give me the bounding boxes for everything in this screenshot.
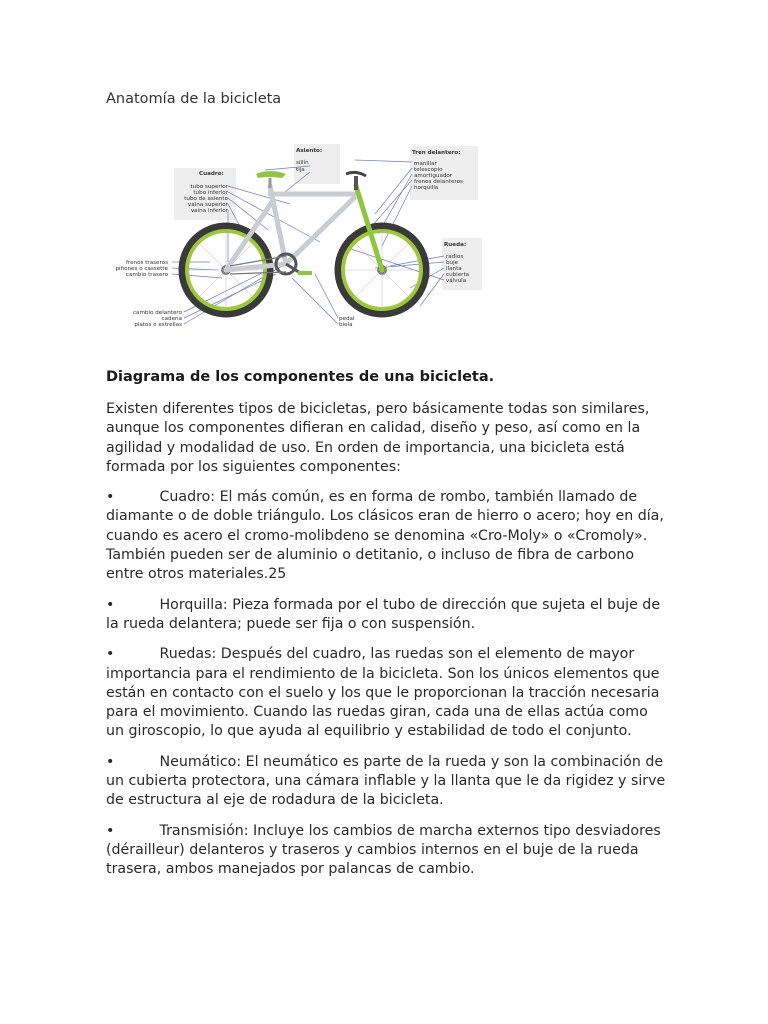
list-item-text: Cuadro: El más común, es en forma de rombo, también llamado de diamante o de doble triángulo. Los clásicos eran de hierro o acero; hoy en día, cuando es acero el cromo-molibdeno se denomina «Cro-Moly» o «Cromoly». También pueden ser de aluminio o detitanio, o incluso de fibra de carbono entre otros materiales.25 [106, 489, 664, 583]
list-item-text: Transmisión: Incluye los cambios de marcha externos tipo desviadores (dérailleur) delanteros y traseros y cambios internos en el buje de la rueda trasera, ambos manejados por palancas de cambio. [106, 822, 661, 878]
diagram-label: radios [446, 254, 464, 260]
bullet-icon: • [106, 489, 115, 506]
bullet-icon: • [106, 753, 115, 770]
list-item [106, 488, 666, 584]
diagram-label: cambio delantero [132, 310, 182, 316]
list-item [106, 822, 666, 880]
label-tren-delantero-title: Tren delantero: [412, 150, 461, 156]
intro-paragraph: Existen diferentes tipos de bicicletas, pero básicamente todas son similares, aunque los componentes difieran en calidad, diseño y peso, así como en la agilidad y modalidad de uso. En orden de importancia, una bicicleta está formada por los siguientes componentes: [106, 401, 650, 475]
handlebar [346, 172, 366, 176]
bicycle-diagram [110, 138, 482, 338]
list-item [106, 645, 666, 741]
diagram-label: cubierta [446, 272, 470, 278]
saddle [256, 171, 286, 178]
diagram-label: válvula [446, 278, 467, 284]
section-heading: Diagrama de los componentes de una bicicleta. [106, 369, 495, 385]
diagram-label: biela [339, 322, 353, 328]
diagram-label: tubo superior [190, 184, 228, 190]
diagram-label: vaina inferior [190, 208, 228, 214]
diagram-label: cambio trasero [125, 272, 168, 278]
diagram-label: piñones o cassette [115, 266, 168, 272]
diagram-label: manillar [414, 161, 437, 167]
bullet-icon: • [106, 596, 115, 613]
list-item-text: Horquilla: Pieza formada por el tubo de dirección que sujeta el buje de la rueda delantera; puede ser fija o con suspensión. [106, 596, 661, 632]
diagram-label: tubo inferior [193, 190, 228, 196]
document-body [106, 400, 666, 891]
list-item [106, 596, 666, 635]
diagram-label: vaina superior [187, 202, 228, 208]
diagram-label: frenos delanteros [414, 179, 463, 185]
diagram-label: amortiguador [414, 173, 453, 179]
pedal [298, 271, 312, 275]
diagram-label: tija [296, 167, 305, 173]
list-item [106, 753, 666, 811]
diagram-label: cadena [161, 316, 182, 322]
diagram-label: sillín [296, 160, 309, 166]
diagram-label: telescopio [414, 167, 443, 173]
diagram-label: buje [446, 260, 459, 266]
bullet-icon: • [106, 646, 115, 663]
diagram-label: frenos traseros [125, 260, 168, 266]
page-title: Anatomía de la bicicleta [106, 91, 282, 107]
diagram-label: pedal [339, 316, 355, 322]
diagram-label: llanta [446, 266, 462, 272]
diagram-label: platos o estrellas [134, 322, 182, 328]
diagram-label: horquilla [414, 185, 439, 191]
label-asiento-title: Asiento: [296, 148, 323, 154]
label-cuadro-title: Cuadro: [199, 171, 224, 177]
bicycle-diagram-svg [110, 138, 482, 338]
bullet-icon: • [106, 822, 115, 839]
list-item-text: Ruedas: Después del cuadro, las ruedas son el elemento de mayor importancia para el rendimiento de la bicicleta. Son los únicos elementos que están en contacto con el suelo y los que le proporcionan la tracción necesaria para el movimiento. Cuando las ruedas giran, cada una de ellas actúa como un giroscopio, lo que ayuda al equilibrio y estabilidad de todo el conjunto. [106, 646, 660, 740]
diagram-label: tubo de asiento [184, 196, 228, 202]
label-rueda-title: Rueda: [444, 242, 467, 248]
list-item-text: Neumático: El neumático es parte de la rueda y son la combinación de un cubierta protectora, una cámara inflable y la llanta que le da rigidez y sirve de estructura al eje de rodadura de la bicicleta. [106, 753, 666, 809]
